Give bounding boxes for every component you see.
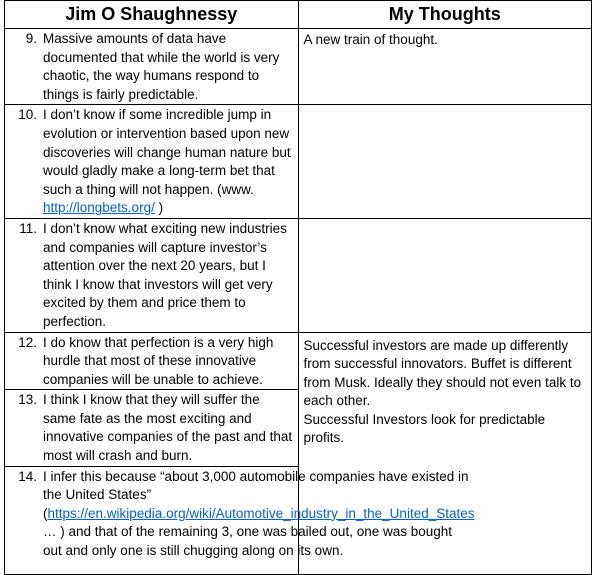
item-text	[43, 468, 475, 561]
quote-cell	[5, 332, 299, 390]
item-text: I think I know that they will suffer the same fate as the most exciting and innovative companies of the past and that most will crash and burn.	[43, 392, 293, 464]
item-number: 13.	[18, 392, 37, 408]
table-row	[5, 218, 592, 332]
item-text-part: … ) and that of the remaining 3, one was bailed out, one was bought out and only one is still chugging along on its own.	[43, 524, 453, 559]
longbets-link[interactable]: http://longbets.org/	[43, 200, 155, 216]
item-text-part: )	[154, 200, 164, 216]
item-number: 12.	[18, 334, 37, 350]
item-number: 10.	[18, 107, 37, 123]
item-number: 9.	[25, 31, 37, 46]
item-number: 11.	[19, 220, 37, 236]
table-row	[5, 29, 592, 105]
item-number: 14.	[18, 468, 37, 484]
thought-cell	[298, 105, 592, 219]
item-text	[43, 106, 296, 218]
quote-cell	[5, 29, 299, 105]
item-text-part: I infer this because “about 3,000 automobile companies have existed in the United States” (	[43, 468, 469, 521]
quote-cell	[5, 105, 299, 219]
header-jim: Jim O Shaughnessy	[5, 1, 299, 29]
thought-text	[299, 105, 592, 107]
table-row	[5, 105, 592, 219]
item-text-part: I don’t know if some incredible jump in evolution or intervention based upon new discoveries will change human nature but would gladly make a long-term bet that such a thing will not happen. (www.	[43, 107, 291, 197]
notes-table	[4, 0, 592, 575]
merged-thought-line1: Successful investors are made up differently from successful innovators. Buffet is different from Musk. Ideally they should not even talk to each other.	[303, 337, 582, 409]
item-text: I do know that perfection is a very high hurdle that most of these innovative companies will be unable to achieve.	[43, 334, 274, 387]
quote-cell	[5, 218, 299, 332]
table-row	[5, 332, 592, 390]
item-text: I don’t know what exciting new industries and companies will capture investor’s attention over the next 20 years, but I think I know that investors will get very excited by them and price them to perfection.	[43, 220, 287, 329]
quote-cell	[5, 390, 299, 466]
quote-cell	[5, 466, 475, 574]
thought-text: A new train of thought.	[303, 32, 438, 47]
merged-thought-line2: Successful Investors look for predictable profits.	[303, 411, 546, 446]
header-row	[5, 1, 592, 29]
thought-cell	[298, 29, 592, 105]
wikipedia-link[interactable]: https://en.wikipedia.org/wiki/Automotive_industry_in_the_United_States	[47, 505, 475, 521]
thought-text	[299, 219, 592, 221]
thought-cell	[298, 218, 592, 332]
item-text: Massive amounts of data have documented that while the world is very chaotic, the way humans respond to things is fairly predictable.	[43, 31, 280, 102]
header-thoughts: My Thoughts	[298, 1, 592, 29]
